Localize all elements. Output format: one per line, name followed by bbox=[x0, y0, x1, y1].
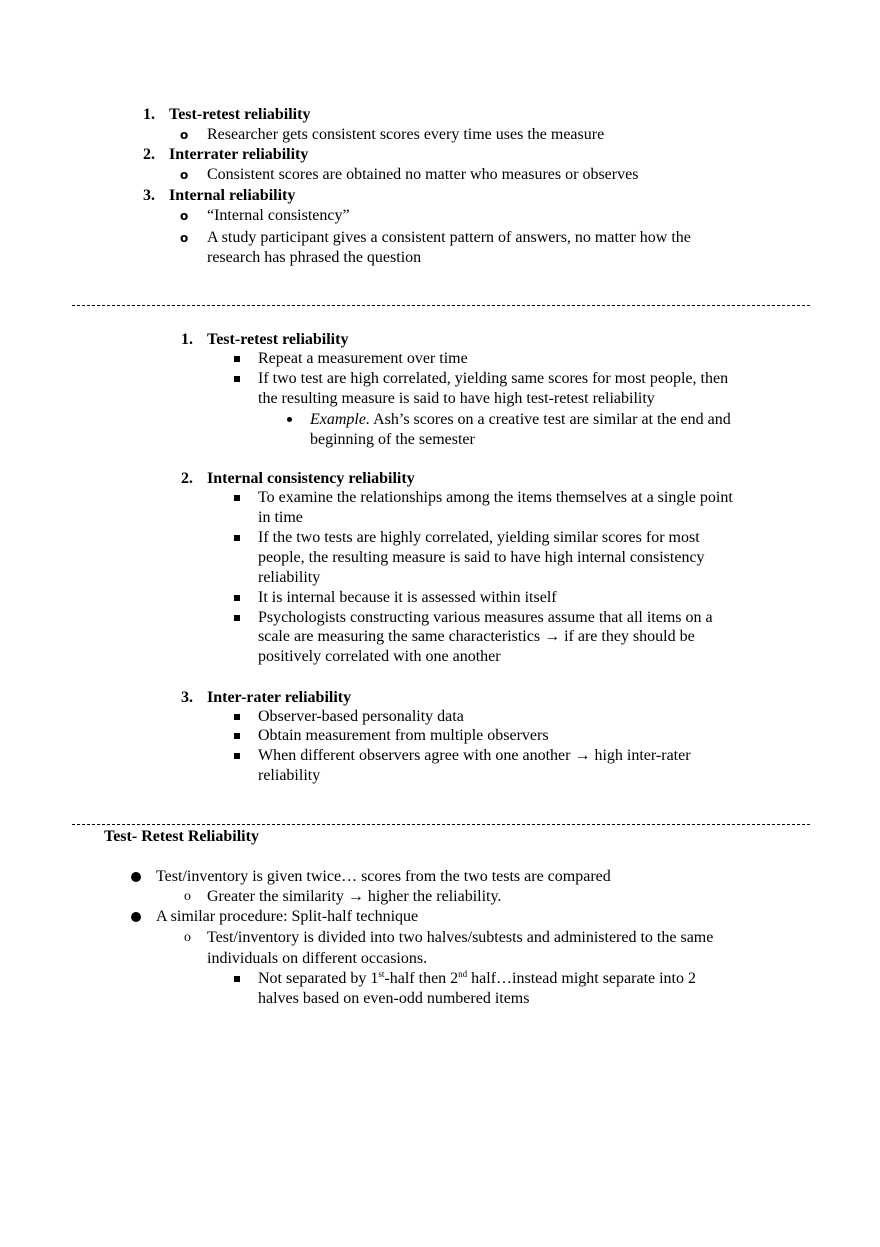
list-item: Psychologists constructing various measures assume that all items on a bbox=[258, 609, 713, 626]
item-number: 1. bbox=[143, 106, 155, 123]
square-bullet-icon bbox=[234, 535, 240, 541]
item-title: Inter-rater reliability bbox=[207, 689, 352, 706]
list-item-continuation: people, the resulting measure is said to have high internal consistency bbox=[258, 549, 705, 566]
list-item: Test/inventory is given twice… scores from the two tests are compared bbox=[156, 868, 611, 885]
superscript: nd bbox=[458, 969, 468, 979]
list-item: Obtain measurement from multiple observers bbox=[258, 727, 549, 744]
list-item-continuation: individuals on different occasions. bbox=[207, 950, 428, 967]
list-item-continuation bbox=[258, 627, 695, 647]
list-item: A similar procedure: Split-half technique bbox=[156, 908, 419, 925]
filled-circle-bullet-icon bbox=[131, 912, 141, 922]
hollow-circle-bullet-icon: o bbox=[180, 128, 189, 142]
text-part: -half then 2 bbox=[384, 970, 459, 987]
text-part: higher the reliability. bbox=[363, 888, 502, 905]
item-title: Test-retest reliability bbox=[207, 331, 349, 348]
round-bullet-icon bbox=[287, 417, 292, 422]
square-bullet-icon bbox=[234, 615, 240, 621]
list-item-continuation: beginning of the semester bbox=[310, 431, 475, 448]
dashed-divider bbox=[72, 305, 810, 306]
list-item bbox=[207, 887, 501, 907]
item-title: Test-retest reliability bbox=[169, 106, 311, 123]
list-item: Consistent scores are obtained no matter who measures or observes bbox=[207, 166, 639, 183]
item-number: 3. bbox=[143, 187, 155, 204]
right-arrow-icon: → bbox=[347, 888, 364, 905]
example-text: Ash’s scores on a creative test are similar at the end and bbox=[369, 411, 731, 428]
square-bullet-icon bbox=[234, 753, 240, 759]
item-number: 1. bbox=[181, 331, 193, 348]
text-part: high inter-rater bbox=[590, 747, 691, 764]
list-item: A study participant gives a consistent pattern of answers, no matter how the bbox=[207, 229, 691, 246]
list-item-continuation: reliability bbox=[258, 569, 321, 586]
text-part: scale are measuring the same characteristics bbox=[258, 628, 541, 645]
hollow-circle-bullet-icon: o bbox=[184, 889, 191, 904]
hollow-circle-bullet-icon: o bbox=[184, 930, 191, 945]
list-item-continuation: research has phrased the question bbox=[207, 249, 422, 266]
hollow-circle-bullet-icon: o bbox=[180, 231, 189, 245]
list-item: If the two tests are highly correlated, yielding similar scores for most bbox=[258, 529, 700, 546]
dashed-divider bbox=[72, 824, 810, 825]
item-title: Internal reliability bbox=[169, 187, 296, 204]
list-item: Repeat a measurement over time bbox=[258, 350, 468, 367]
superscript: st bbox=[378, 969, 385, 979]
text-part: half…instead might separate into 2 bbox=[467, 970, 696, 987]
filled-circle-bullet-icon bbox=[131, 872, 141, 882]
right-arrow-icon: → bbox=[544, 628, 561, 645]
square-bullet-icon bbox=[234, 356, 240, 362]
list-item bbox=[258, 746, 691, 766]
item-number: 2. bbox=[143, 146, 155, 163]
example-label: Example. bbox=[310, 411, 370, 428]
text-part: When different observers agree with one another bbox=[258, 747, 571, 764]
list-item: Test/inventory is divided into two halves/subtests and administered to the same bbox=[207, 929, 714, 946]
list-item: If two test are high correlated, yielding same scores for most people, then bbox=[258, 370, 729, 387]
example-item bbox=[310, 410, 731, 430]
square-bullet-icon bbox=[234, 376, 240, 382]
square-bullet-icon bbox=[234, 733, 240, 739]
list-item-continuation: positively correlated with one another bbox=[258, 648, 501, 665]
list-item-continuation: reliability bbox=[258, 767, 321, 784]
list-item-continuation: in time bbox=[258, 509, 303, 526]
hollow-circle-bullet-icon: o bbox=[180, 168, 189, 182]
item-title: Internal consistency reliability bbox=[207, 470, 415, 487]
list-item: Researcher gets consistent scores every time uses the measure bbox=[207, 126, 605, 143]
list-item: To examine the relationships among the items themselves at a single point bbox=[258, 489, 733, 506]
square-bullet-icon bbox=[234, 595, 240, 601]
text-part: Not separated by 1 bbox=[258, 970, 379, 987]
text-part: Greater the similarity bbox=[207, 888, 344, 905]
item-title: Interrater reliability bbox=[169, 146, 309, 163]
list-item-continuation: the resulting measure is said to have high test-retest reliability bbox=[258, 390, 655, 407]
list-item: Observer-based personality data bbox=[258, 708, 464, 725]
square-bullet-icon bbox=[234, 714, 240, 720]
section-heading: Test- Retest Reliability bbox=[104, 828, 259, 845]
list-item: It is internal because it is assessed within itself bbox=[258, 589, 557, 606]
right-arrow-icon: → bbox=[574, 747, 591, 764]
item-number: 3. bbox=[181, 689, 193, 706]
item-number: 2. bbox=[181, 470, 193, 487]
text-part: if are they should be bbox=[560, 628, 695, 645]
list-item: “Internal consistency” bbox=[207, 207, 350, 224]
hollow-circle-bullet-icon: o bbox=[180, 209, 189, 223]
list-item-continuation: halves based on even-odd numbered items bbox=[258, 990, 530, 1007]
square-bullet-icon bbox=[234, 495, 240, 501]
list-item bbox=[258, 969, 696, 989]
square-bullet-icon bbox=[234, 976, 240, 982]
